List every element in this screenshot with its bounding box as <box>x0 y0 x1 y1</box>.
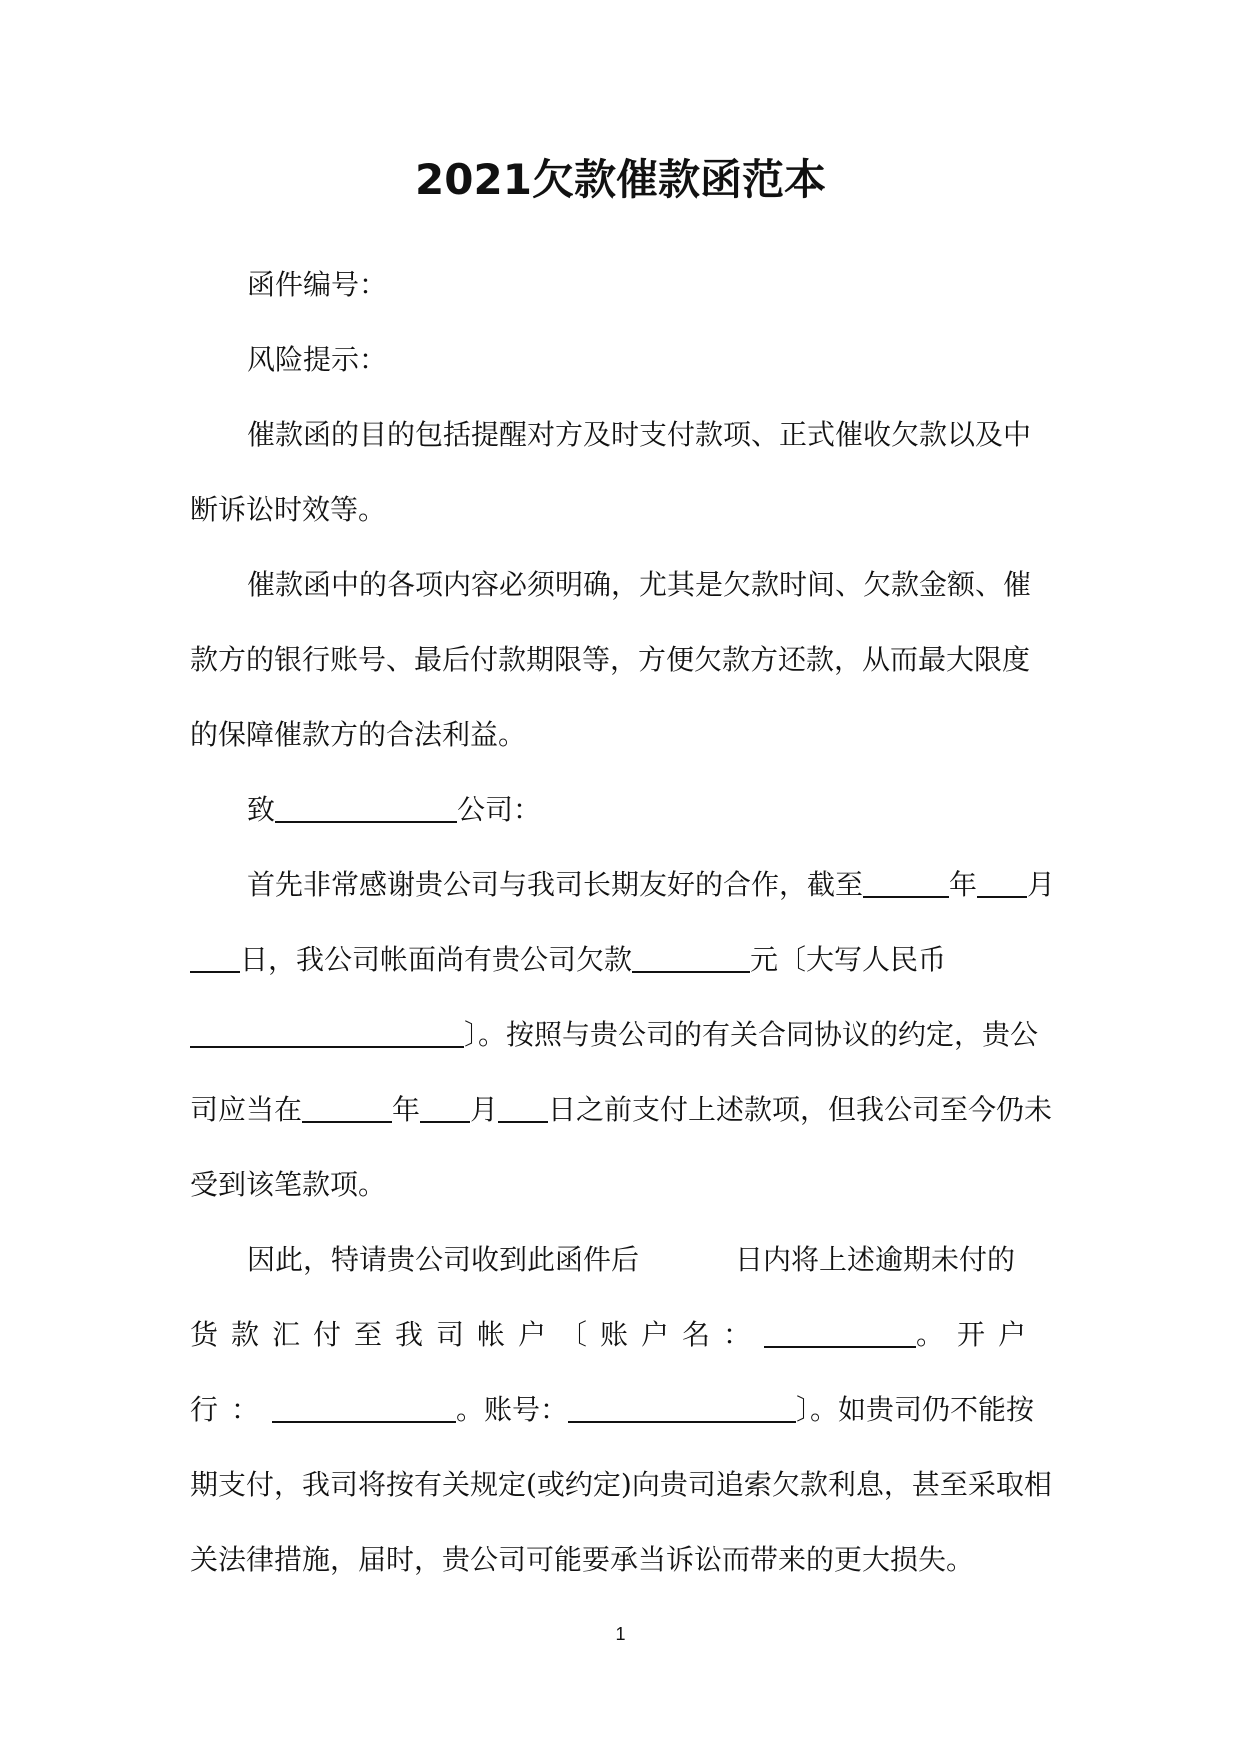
arrears-text-3: 月 <box>1027 868 1056 901</box>
arrears-text-6: 〕。按照与贵公司的有关合同协议的约定，贵公司应当在 <box>190 1018 1039 1126</box>
arrears-text-7: 年 <box>392 1093 421 1126</box>
risk-label: 风险提示： <box>247 343 388 376</box>
arrears-text-1: 首先非常感谢贵公司与我司长期友好的合作，截至 <box>247 868 864 901</box>
arrears-text-2: 年 <box>949 868 978 901</box>
due-year-blank <box>302 1093 392 1123</box>
day-blank <box>190 943 240 973</box>
request-text-4: 。开户行： <box>190 1318 1040 1426</box>
request-text-2: 日内将上述逾期未付的 <box>735 1243 1016 1276</box>
request-text-1: 因此，特请贵公司收到此函件后 <box>247 1243 640 1276</box>
salutation-prefix: 致 <box>247 793 276 826</box>
document-title: 2021欠款催款函范本 <box>415 155 826 204</box>
amount-words-blank <box>190 1018 464 1048</box>
arrears-text-8: 月 <box>470 1093 499 1126</box>
risk-paragraph-1: 催款函的目的包括提醒对方及时支付款项、正式催收欠款以及中断诉讼时效等。 <box>190 418 1032 526</box>
arrears-text-5: 元〔大写人民币 <box>750 943 947 976</box>
year-blank <box>863 868 949 898</box>
salutation <box>190 772 1056 847</box>
due-day-blank <box>498 1093 548 1123</box>
risk-paragraph-2: 催款函中的各项内容必须明确，尤其是欠款时间、欠款金额、催款方的银行账号、最后付款期限等，方便欠款方还款，从而最大限度的保障催款方的合法利益。 <box>190 568 1032 751</box>
document-body <box>190 247 1056 1597</box>
request-text-6: 〕。如贵司仍不能按期支付，我司将按有关规定(或约定)向贵司追索欠款利息，甚至采取相关法律措施，届时，贵公司可能要承当诉讼而带来的更大损失。 <box>190 1393 1052 1576</box>
arrears-text-9: 日之前支付上述款项，但我公司至今仍未受到该笔款项。 <box>190 1093 1053 1201</box>
request-text-3: 货款汇付至我司帐户〔账户名： <box>190 1318 765 1351</box>
arrears-text-4: 日，我公司帐面尚有贵公司欠款 <box>240 943 633 976</box>
amount-blank <box>632 943 750 973</box>
due-month-blank <box>420 1093 470 1123</box>
bank-blank <box>272 1393 456 1423</box>
payment-request-paragraph <box>190 1222 1056 1597</box>
letter-number-label: 函件编号： <box>247 268 388 301</box>
account-name-blank <box>764 1318 916 1348</box>
company-blank <box>275 793 457 823</box>
account-number-blank <box>568 1393 796 1423</box>
arrears-paragraph <box>190 847 1056 1222</box>
page-number: 1 <box>615 1624 626 1644</box>
salutation-suffix: 公司： <box>457 793 542 826</box>
month-blank <box>977 868 1027 898</box>
request-text-5: 。账号： <box>456 1393 569 1426</box>
